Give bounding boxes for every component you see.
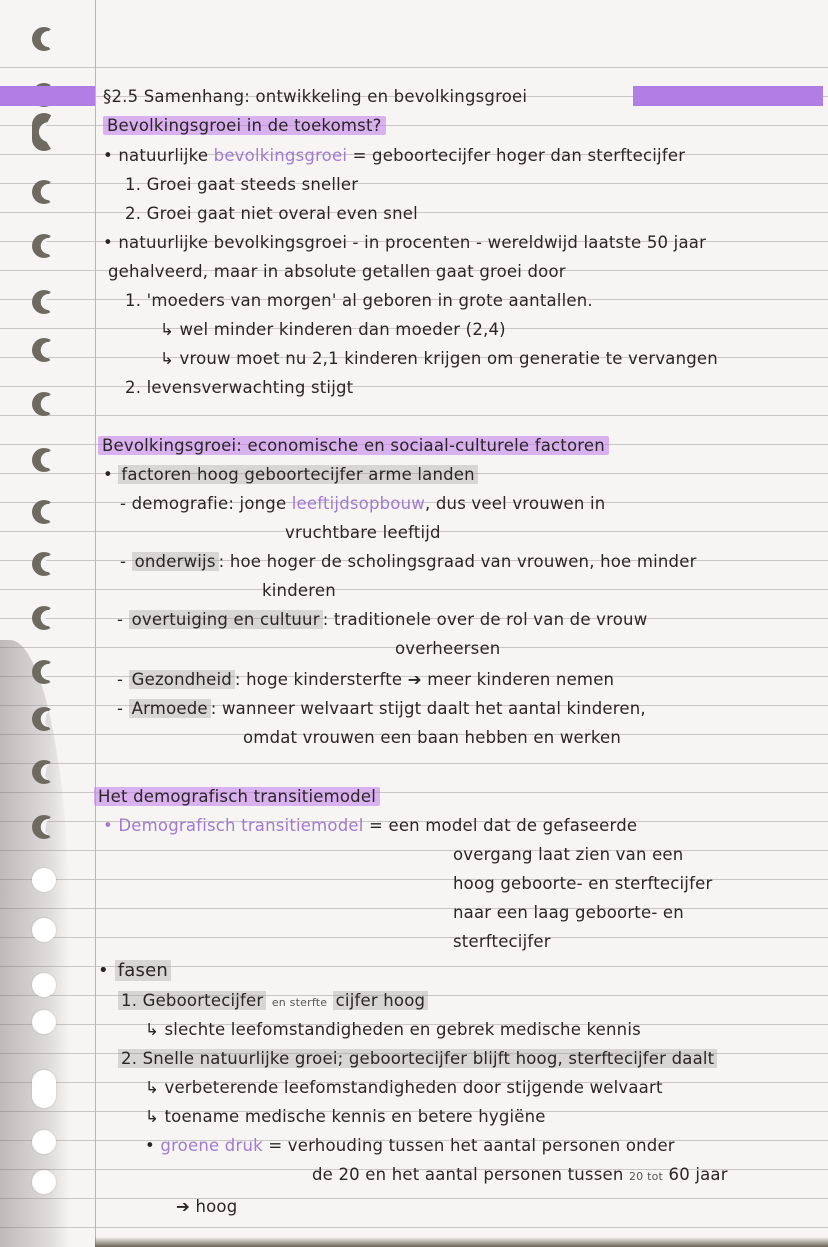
sub-item: [145, 1077, 663, 1099]
dash-symbol: -: [117, 610, 124, 629]
bullet-symbol: •: [103, 816, 113, 835]
sub-item-text: slechte leefomstandigheden en gebrek medische kennis: [164, 1020, 641, 1039]
definition-small: 20 tot: [628, 1170, 664, 1183]
term-colored: groene druk: [160, 1136, 263, 1155]
factor-text: : wanneer welvaart stijgt daalt het aantal kinderen,: [210, 699, 646, 718]
dash-symbol: -: [117, 670, 124, 689]
binder-hole: [32, 392, 56, 416]
list-item: 1. Groei gaat steeds sneller: [125, 175, 359, 194]
binder-hole: [32, 1010, 56, 1034]
sub-item-text: vrouw moet nu 2,1 kinderen krijgen om generatie te vervangen: [179, 349, 718, 368]
definition-text: 60 jaar: [668, 1165, 728, 1184]
bullet-continuation: gehalveerd, maar in absolute getallen gaat groei door: [108, 262, 566, 281]
arrow-icon: ➔: [176, 1197, 191, 1216]
factor-item: [117, 698, 646, 720]
binder-hole: [32, 1170, 56, 1194]
phase-title: [118, 990, 428, 1014]
result-line: [176, 1196, 237, 1218]
factor-continuation: vruchtbare leeftijd: [285, 523, 441, 542]
bullet-symbol: •: [103, 465, 113, 484]
factor-label: Gezondheid: [129, 670, 235, 689]
section-heading-text: Bevolkingsgroei: economische en sociaal-culturele factoren: [98, 436, 609, 455]
factor-text: : jonge: [228, 494, 292, 513]
bullet-line: [145, 1135, 675, 1157]
bullet-line: [103, 815, 637, 837]
bullet-symbol: •: [145, 1136, 155, 1155]
factor-item: [117, 609, 647, 631]
sub-item: [160, 319, 506, 341]
factor-item: [117, 669, 614, 691]
binder-hole: [32, 1130, 56, 1154]
section-heading: [94, 786, 380, 808]
sub-arrow-icon: ↳: [145, 1020, 160, 1039]
definition-text: = een model dat de gefaseerde: [369, 816, 638, 835]
binder-hole: [32, 606, 56, 630]
section-heading-text: Het demografisch transitiemodel: [94, 787, 380, 806]
factor-item: [120, 493, 605, 515]
phase-title-text: cijfer hoog: [333, 991, 429, 1010]
page-shadow: [0, 640, 70, 1247]
sub-item: [160, 348, 718, 370]
binder-hole: [32, 868, 56, 892]
factor-text: , dus veel vrouwen in: [424, 494, 606, 513]
factor-text: : hoe hoger de scholingsgraad van vrouwen, hoe minder: [218, 552, 697, 571]
binder-hole: [32, 27, 56, 51]
sub-arrow-icon: ↳: [145, 1078, 160, 1097]
subtitle-text: Bevolkingsgroei in de toekomst?: [103, 116, 386, 135]
section-title: §2.5 Samenhang: ontwikkeling en bevolkingsgroei: [103, 87, 528, 106]
binder-hole: [32, 234, 56, 258]
factor-term: leeftijdsopbouw: [291, 494, 425, 513]
definition-text: de 20 en het aantal personen tussen: [312, 1165, 624, 1184]
sub-arrow-icon: ↳: [160, 320, 175, 339]
bullet-line: [98, 960, 171, 982]
phase-title-text: 1. Geboortecijfer: [118, 991, 266, 1010]
heading-highlight-bar: [633, 86, 823, 106]
definition-text: = geboortecijfer hoger dan sterftecijfer: [352, 146, 686, 165]
bullet-line: [103, 145, 685, 167]
term-colored: Demografisch transitiemodel: [118, 816, 364, 835]
definition-continuation: [312, 1164, 728, 1188]
definition-continuation: naar een laag geboorte- en: [453, 903, 684, 922]
sub-item-text: toename medische kennis en betere hygiëne: [164, 1107, 546, 1126]
definition-continuation: hoog geboorte- en sterftecijfer: [453, 874, 713, 893]
sub-item: [145, 1019, 641, 1041]
binder-hole: [32, 500, 56, 524]
page-edge: [95, 1237, 828, 1247]
dash-symbol: -: [117, 699, 124, 718]
factor-item: [120, 551, 697, 573]
dash-symbol: -: [120, 552, 127, 571]
term-colored: bevolkingsgroei: [213, 146, 348, 165]
binder-hole: [32, 552, 56, 576]
bullet-text: factoren hoog geboortecijfer arme landen: [118, 465, 477, 484]
binder-hole: [32, 113, 56, 151]
factor-continuation: overheersen: [395, 639, 501, 658]
term-text: natuurlijke: [118, 146, 209, 165]
section-subtitle: [103, 115, 386, 137]
factor-label: overtuiging en cultuur: [129, 610, 323, 629]
factor-label: demografie: [131, 494, 229, 513]
definition-continuation: sterftecijfer: [453, 932, 551, 951]
list-item: 1. 'moeders van morgen' al geboren in grote aantallen.: [125, 291, 593, 310]
sub-arrow-icon: ↳: [160, 349, 175, 368]
bullet-symbol: •: [103, 146, 113, 165]
binder-hole: [32, 448, 56, 472]
bullet-line: [103, 232, 706, 254]
bullet-symbol: •: [98, 960, 109, 981]
factor-continuation: kinderen: [262, 581, 336, 600]
factor-continuation: omdat vrouwen een baan hebben en werken: [243, 728, 622, 747]
arrow-icon: ➔: [407, 670, 422, 689]
dash-symbol: -: [120, 494, 127, 513]
bullet-text: natuurlijke bevolkingsgroei - in procenten - wereldwijd laatste 50 jaar: [118, 233, 707, 252]
phase-title: [118, 1048, 717, 1070]
section-heading: [98, 435, 609, 457]
binder-hole: [32, 180, 56, 204]
bullet-symbol: •: [103, 233, 113, 252]
sub-arrow-icon: ↳: [145, 1107, 160, 1126]
margin-line: [95, 0, 96, 1247]
sub-item-text: wel minder kinderen dan moeder (2,4): [179, 320, 506, 339]
phase-title-text: 2. Snelle natuurlijke groei; geboortecijfer blijft hoog, sterftecijfer daalt: [118, 1049, 717, 1068]
factor-text: : traditionele over de rol van de vrouw: [322, 610, 648, 629]
binder-hole: [32, 973, 56, 997]
definition-continuation: overgang laat zien van een: [453, 845, 684, 864]
bullet-line: [103, 464, 478, 486]
binder-hole: [32, 1070, 56, 1108]
factor-label: onderwijs: [132, 552, 219, 571]
factor-text: : hoge kindersterfte: [234, 670, 403, 689]
factor-label: Armoede: [129, 699, 211, 718]
heading-highlight-bar: [0, 86, 95, 106]
sub-item: [145, 1106, 546, 1128]
phase-title-small: en sterfte: [271, 996, 328, 1009]
definition-text: = verhouding tussen het aantal personen onder: [268, 1136, 675, 1155]
phases-label: fasen: [115, 960, 171, 981]
binder-hole: [32, 338, 56, 362]
list-item: 2. levensverwachting stijgt: [125, 378, 354, 397]
factor-result: meer kinderen nemen: [427, 670, 615, 689]
sub-item-text: verbeterende leefomstandigheden door stijgende welvaart: [164, 1078, 663, 1097]
binder-hole: [32, 290, 56, 314]
binder-hole: [32, 918, 56, 942]
binder-hole: [32, 660, 56, 684]
list-item: 2. Groei gaat niet overal even snel: [125, 204, 418, 223]
result-text: hoog: [195, 1197, 238, 1216]
